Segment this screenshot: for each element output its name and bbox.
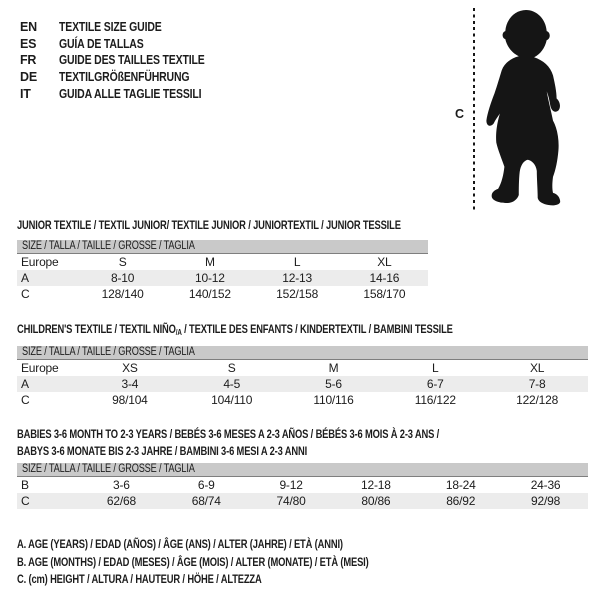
age-cell: 3-6 [113, 478, 130, 492]
row-label: C [21, 494, 30, 508]
baby-silhouette-icon [481, 6, 571, 207]
height-measure-dashed-line [473, 8, 475, 211]
babies-title-line1: BABIES 3-6 MONTH TO 2-3 YEARS / BEBÉS 3-6 MESES A 2-3 AÑOS / BÉBÉS 3-6 MOIS À 2-3 ANS / [17, 427, 440, 441]
lang-code: IT [20, 86, 31, 101]
lang-row-es [20, 36, 232, 53]
table-row [17, 477, 588, 493]
height-cell: 92/98 [531, 494, 561, 508]
table-row [17, 493, 588, 509]
legend-notes [17, 536, 468, 589]
table-row [17, 376, 588, 392]
height-cell: 140/152 [188, 287, 231, 301]
legend-note-b: B. AGE (MONTHS) / EDAD (MESES) / ÂGE (MOIS) / ALTER (MONATE) / ETÀ (MESI) [17, 554, 369, 569]
lang-code: ES [20, 36, 37, 51]
size-cell: XL [377, 255, 392, 269]
lang-row-en [20, 19, 232, 36]
lang-title: GUÍA DE TALLAS [59, 36, 144, 51]
children-title-text: / TEXTILE DES ENFANTS / KINDERTEXTIL / BAMBINI TESSILE [181, 322, 453, 336]
size-header-text: SIZE / TALLA / TAILLE / GRÖSSE / TAGLIA [22, 240, 195, 252]
height-cell: 62/68 [106, 494, 136, 508]
size-header-text: SIZE / TALLA / TAILLE / GRÖSSE / TAGLIA [22, 463, 195, 475]
lang-title: GUIDE DES TAILLES TEXTILE [59, 53, 205, 68]
row-label: A [21, 377, 29, 391]
legend-note-c: C. (cm) HEIGHT / ALTURA / HAUTEUR / HÖHE / ALTEZZA [17, 572, 262, 587]
size-cell: M [204, 255, 215, 269]
row-label: C [21, 287, 30, 301]
height-cell: 86/92 [446, 494, 476, 508]
lang-code: FR [20, 53, 37, 68]
junior-table-title: JUNIOR TEXTILE / TEXTIL JUNIOR/ TEXTILE JUNIOR / JUNIORTEXTIL / JUNIOR TESSILE [17, 218, 401, 232]
size-cell: XL [529, 361, 545, 375]
age-cell: 14-16 [369, 271, 400, 285]
height-cell: 74/80 [276, 494, 306, 508]
children-title-subscript: /A [175, 328, 182, 337]
size-cell: M [328, 361, 339, 375]
height-cell: 122/128 [516, 393, 559, 407]
lang-title: TEXTILE SIZE GUIDE [59, 20, 162, 35]
row-label: C [21, 393, 30, 407]
age-cell: 12-18 [361, 478, 391, 492]
babies-size-table [17, 463, 588, 509]
size-header-text: SIZE / TALLA / TAILLE / GRÖSSE / TAGLIA [22, 346, 195, 358]
junior-size-table [17, 240, 428, 302]
size-header-band [17, 346, 588, 360]
table-row [17, 254, 428, 270]
age-cell: 24-36 [530, 478, 561, 492]
age-cell: 8-10 [111, 271, 135, 285]
height-c-label: C [455, 107, 465, 121]
lang-title: GUIDA ALLE TAGLIE TESSILI [59, 86, 202, 101]
age-cell: 4-5 [223, 377, 241, 391]
language-title-list [20, 19, 232, 102]
table-row [17, 286, 428, 302]
age-cell: 6-7 [426, 377, 444, 391]
age-cell: 7-8 [528, 377, 546, 391]
age-cell: 18-24 [445, 478, 476, 492]
size-cell: XS [122, 361, 138, 375]
age-cell: 10-12 [195, 271, 225, 285]
children-title-text: CHILDREN'S TEXTILE / TEXTIL NIÑO [17, 322, 176, 336]
size-header-band [17, 463, 588, 477]
height-cell: 80/86 [361, 494, 391, 508]
height-cell: 68/74 [191, 494, 221, 508]
height-cell: 128/140 [101, 287, 144, 301]
row-label: Europe [21, 361, 59, 375]
babies-table-title [17, 426, 439, 459]
height-cell: 98/104 [112, 393, 148, 407]
lang-row-fr [20, 52, 232, 69]
height-cell: 152/158 [276, 287, 319, 301]
row-label: B [21, 478, 29, 492]
lang-row-de [20, 69, 232, 86]
age-cell: 9-12 [279, 478, 303, 492]
children-table-title [17, 322, 453, 337]
size-cell: S [227, 361, 236, 375]
age-cell: 6-9 [197, 478, 215, 492]
lang-row-it [20, 85, 232, 102]
age-cell: 3-4 [121, 377, 139, 391]
size-cell: S [118, 255, 127, 269]
age-cell: 5-6 [325, 377, 342, 391]
table-row [17, 360, 588, 376]
age-cell: 12-13 [282, 271, 312, 285]
children-size-table [17, 346, 588, 408]
lang-code: EN [20, 20, 37, 35]
size-cell: L [432, 361, 439, 375]
babies-title-line2: BABYS 3-6 MONATE BIS 2-3 JAHRE / BAMBINI 3-6 MESI A 2-3 ANNI [17, 443, 308, 458]
lang-code: DE [20, 70, 37, 85]
height-cell: 104/110 [211, 393, 253, 407]
row-label: A [21, 271, 29, 285]
height-cell: 110/116 [313, 393, 354, 407]
lang-title: TEXTILGRÖßENFÜHRUNG [59, 70, 190, 85]
row-label: Europe [21, 255, 59, 269]
height-cell: 158/170 [363, 287, 406, 301]
size-cell: L [293, 255, 301, 269]
table-row [17, 392, 588, 408]
legend-note-a: A. AGE (YEARS) / EDAD (AÑOS) / ÂGE (ANS) / ALTER (JAHRE) / ETÀ (ANNI) [17, 537, 343, 551]
size-header-band [17, 240, 428, 254]
height-cell: 116/122 [414, 393, 456, 407]
table-row [17, 270, 428, 286]
